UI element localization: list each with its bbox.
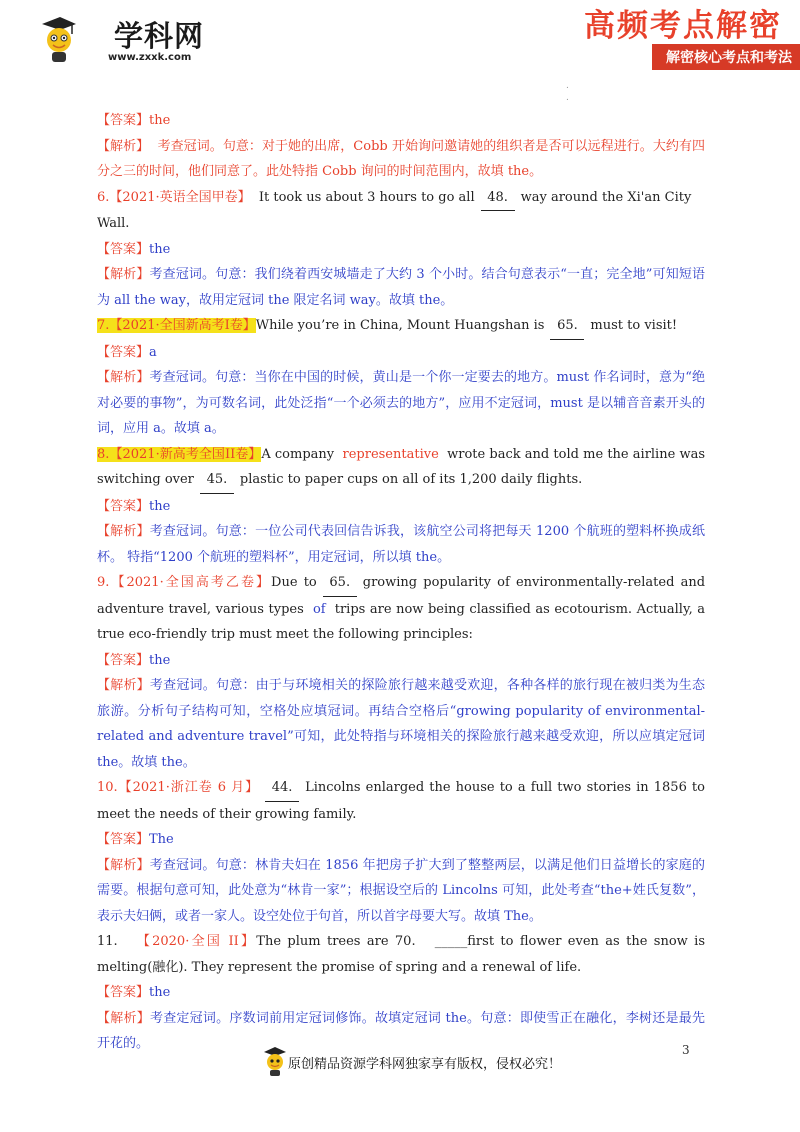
answer-line: 【答案】the [97,498,171,514]
footer [262,1045,582,1085]
answer-text: a [149,344,157,360]
analysis-text: 考查冠词。句意：对于她的出席，Cobb 开始询问邀请她的组织者是否可以远程进行。大约有四分之三的时间，他们同意了。此处特指 Cobb 询问的时间范围内，故填 the。 [97,138,705,179]
highlighted-word: representative [342,446,439,462]
analysis-line: 【解析】考查冠词。句意：林肯夫妇在 1856 年把房子扩大到了整整两层，以满足他们日益增长的家庭的需要。根据句意可知，此处意为“林肯一家”；根据设空后的 Lincolns 可知，此处考查“the+姓氏复数”，表示夫妇俩，或者一家人。设空处位于句首，所以首字母要大写。故填 The。 [97,857,705,924]
question-6: 6.【2021·英语全国甲卷】 It took us about 3 hours to go all 48. way around the Xi'an City Wall. [97,185,705,237]
answer-text: The [149,832,174,847]
copyright-notice: 原创精品资源学科网独家享有版权，侵权必究！ [288,1057,562,1072]
question-7: 7.【2021·全国新高考I卷】While you’re in China, Mount Huangshan is 65. must to visit! [97,313,705,340]
question-10: 10.【2021·浙江卷 6 月】 44. Lincolns enlarged the house to a full two stories in 1856 to meet the needs of their growing family. [97,775,705,827]
topic-banner [584,0,800,72]
decorative-dots: . . [566,81,569,103]
answer-line: 【答案】the [97,113,171,128]
question-11: 11. 【2020·全国 II】The plum trees are 70. _____first to flower even as the snow is melting(融化). They represent the promise of spring and a renewal of life. [97,934,705,975]
analysis-text: 考查冠词。句意：当你在中国的时候，黄山是一个你一定要去的地方。must 作名词时，意为“绝对必要的事物”，为可数名词，此处泛指“一个必须去的地方”，应用不定冠词，must 是以辅音音素开头的词，应用 a。故填 a。 [97,370,705,436]
analysis-line: 【解析】考查冠词。句意：当你在中国的时候，黄山是一个你一定要去的地方。must 作名词时，意为“绝对必要的事物”，为可数名词，此处泛指“一个必须去的地方”，应用不定冠词，must 是以辅音音素开头的词，应用 a。故填 a。 [97,370,705,436]
answer-line: 【答案】the [97,652,171,668]
answer-line: 【答案】the [97,241,171,257]
document-body [97,108,705,1057]
answer-line: 【答案】the [97,985,171,1000]
analysis-line: 【解析】考查冠词。句意：由于与环境相关的探险旅行越来越受欢迎，各种各样的旅行现在被归类为生态旅游。分析句子结构可知，空格处应填冠词。再结合空格后“growing popularity of environmental-related and adventure travel”可知，此处特指与环境相关的探险旅行越来越受欢迎，所以应填定冠词 the。故填 the。 [97,678,705,770]
analysis-text: 考查定冠词。序数词前用定冠词修饰。故填定冠词 the。句意：即使雪正在融化，李树还是最先开花的。 [97,1010,705,1051]
banner-subtitle: 解密核心考点和考法 [652,44,800,70]
question-source: 【2021·浙江卷 6 月】 [117,780,260,795]
highlighted-word: of [312,601,326,617]
analysis-text: 考查冠词。句意：一位公司代表回信告诉我，该航空公司将把每天 1200 个航班的塑料杯换成纸杯。 特指“1200 个航班的塑料杯”，用定冠词，所以填 the。 [97,524,705,565]
analysis-line: 【解析】考查定冠词。序数词前用定冠词修饰。故填定冠词 the。句意：即使雪正在融化，李树还是最先开花的。 [97,1010,705,1051]
question-source: 【2021·全国高考乙卷】 [109,575,272,590]
logo-name: 学科网 [114,19,205,53]
answer-text: the [149,113,171,128]
answer-blank: 65. [550,313,584,340]
analysis-line: 【解析】考查冠词。句意：我们绕着西安城墙走了大约 3 个小时。结合句意表示“一直；完全地”可知短语为 all the way，故用定冠词 the 限定名词 way。故填 the。 [97,267,705,308]
question-source: 【2020·全国 II】 [136,934,257,949]
answer-blank: 45. [200,467,234,494]
answer-blank: 65. [323,570,357,597]
zxxk-logo [38,8,218,68]
answer-text: the [149,652,171,668]
answer-text: the [149,241,171,257]
answer-text: the [149,498,171,514]
answer-text: the [149,985,171,1000]
analysis-line: 【解析】 考查冠词。句意：对于她的出席，Cobb 开始询问邀请她的组织者是否可以远程进行。大约有四分之三的时间，他们同意了。此处特指 Cobb 询问的时间范围内，故填 the。 [97,138,705,179]
answer-blank: _____ [434,934,468,949]
answer-blank: 48. [481,185,515,212]
answer-blank: 44. [265,775,299,802]
graduate-mascot-icon [38,14,78,66]
question-8: 8.【2021·新高考全国II卷】A company representative wrote back and told me the airline was switching over 45. plastic to paper cups on all of its 1,200 daily flights. [97,442,705,494]
analysis-text: 考查冠词。句意：由于与环境相关的探险旅行越来越受欢迎，各种各样的旅行现在被归类为生态旅游。分析句子结构可知，空格处应填冠词。再结合空格后“growing popularity of environmental-related and adventure travel”可知，此处特指与环境相关的探险旅行越来越受欢迎，所以应填定冠词 the。故填 the。 [97,678,705,770]
answer-line: 【答案】The [97,832,174,847]
analysis-line: 【解析】考查冠词。句意：一位公司代表回信告诉我，该航空公司将把每天 1200 个航班的塑料杯换成纸杯。 特指“1200 个航班的塑料杯”，用定冠词，所以填 the。 [97,524,705,565]
analysis-text: 考查冠词。句意：我们绕着西安城墙走了大约 3 个小时。结合句意表示“一直；完全地”可知短语为 all the way，故用定冠词 the 限定名词 way。故填 the。 [97,267,705,308]
question-source: 【2021·全国新高考I卷】 [109,318,256,333]
question-source: 【2021·英语全国甲卷】 [109,189,251,205]
logo-url: www.zxxk.com [108,52,192,63]
question-source: 【2021·新高考全国II卷】 [109,446,262,462]
graduate-mascot-icon [262,1045,288,1077]
page-number: 3 [682,1043,690,1057]
question-9: 9.【2021·全国高考乙卷】Due to 65. growing popularity of environmentally-related and adventure travel, various types of trips are now being classified as ecotourism. Actually, a true eco-friendly trip must meet the following principles: [97,570,705,648]
analysis-text: 考查冠词。句意：林肯夫妇在 1856 年把房子扩大到了整整两层，以满足他们日益增长的家庭的需要。根据句意可知，此处意为“林肯一家”；根据设空后的 Lincolns 可知，此处考查“the+姓氏复数”，表示夫妇俩，或者一家人。设空处位于句首，所以首字母要大写。故填 The。 [97,857,705,924]
answer-line: 【答案】a [97,344,157,360]
banner-title: 高频考点解密 [584,8,782,44]
